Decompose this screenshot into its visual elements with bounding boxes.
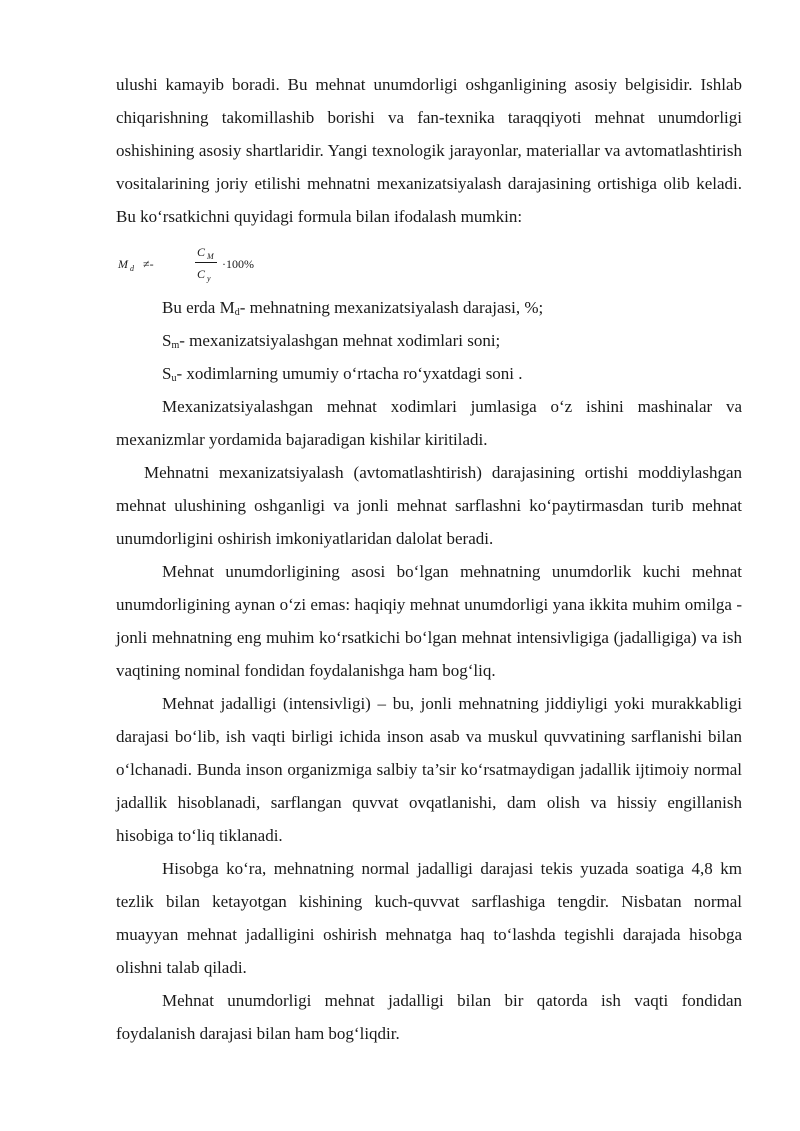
- formula-denominator-sub: y: [207, 274, 211, 283]
- definition-sm: $S_m-$ mexanizatsiyalashgan mehnat xodimlari soni;: [162, 331, 501, 351]
- paragraph-4: Mehnat unumdorligining asosi bo‘lgan mehnatning unumdorlik kuchi mehnat unumdorligining aynan o‘zi emas: haqiqiy mehnat unumdorligi yana ikkita muhim omilga - jonli mehnatning eng muhim ko‘rsatkichi bo‘lgan mehnat intensivligiga (jadalligiga) va ish vaqtining nominal fondidan foydalanishga ham bog‘liq.: [116, 562, 742, 680]
- formula-lhs: M: [118, 257, 128, 271]
- definition-su: $S_u-$ xodimlarning umumiy o‘rtacha ro‘yxatdagi soni .: [162, 364, 523, 384]
- paragraph-6: Hisobga ko‘ra, mehnatning normal jadalligi darajasi tekis yuzada soatiga 4,8 km tezlik bilan ketayotgan kishining kuch-quvvat sarflashiga tengdir. Nisbatan normal muayyan mehnat jadalligini oshirish mehnatga haq to‘lashda tegishli darajada hisobga olishni talab qiladi.: [116, 859, 742, 977]
- definition-md: Bu erda $M_d-$ mehnatning mexanizatsiyalash darajasi, %;: [162, 298, 544, 318]
- paragraph-5: Mehnat jadalligi (intensivligi) – bu, jonli mehnatning jiddiyligi yoki murakkabligi darajasi bo‘lib, ish vaqti birligi ichida inson asab va muskul quvvatining sarflanishi bilan o‘lchanadi. Bunda inson organizmiga salbiy ta’sir ko‘rsatmaydigan jadallik ijtimoiy normal jadallik hisoblanadi, sarflangan quvvat ovqatlanishi, dam olish va hissiy engillanish hisobiga to‘liq tiklanadi.: [116, 694, 742, 845]
- formula-factor: ·100%: [222, 257, 254, 271]
- paragraph-1: ulushi kamayib boradi. Bu mehnat unumdorligi oshganligining asosiy belgisidir. Ishlab chiqarishning takomillashib borishi va fan-texnika taraqqiyoti mehnat unumdorligi oshishining asosiy shartlaridir. Yangi texnologik jarayonlar, materiallar va avtomatlashtirish vositalarining joriy etilishi mehnatni mexanizatsiyalash darajasining ortishiga olib keladi. Bu ko‘rsatkichni quyidagi formula bilan ifodalash mumkin:: [116, 75, 742, 226]
- formula-numerator: C: [197, 245, 206, 259]
- formula-lhs-sub: d: [130, 264, 134, 273]
- paragraph-2: Mexanizatsiyalashgan mehnat xodimlari jumlasiga o‘z ishini mashinalar va mexanizmlar yordamida bajaradigan kishilar kiritiladi.: [116, 397, 742, 449]
- paragraph-3: Mehnatni mexanizatsiyalash (avtomatlashtirish) darajasining ortishi moddiylashgan mehnat ulushining oshganligi va jonli mehnat sarflashni ko‘paytirmasdan turib mehnat unumdorligini oshirish imkoniyatlaridan dalolat beradi.: [116, 463, 742, 548]
- paragraph-7: Mehnat unumdorligi mehnat jadalligi bilan bir qatorda ish vaqti fondidan foydalanish darajasi bilan ham bog‘liqdir.: [116, 991, 742, 1043]
- fraction-bar: [195, 262, 217, 263]
- formula-numerator-sub: M: [207, 252, 214, 261]
- mechanization-formula: [116, 233, 742, 291]
- formula-denominator: C: [197, 267, 206, 281]
- formula-relation: ≠-: [143, 257, 154, 271]
- document-page: [116, 68, 742, 1050]
